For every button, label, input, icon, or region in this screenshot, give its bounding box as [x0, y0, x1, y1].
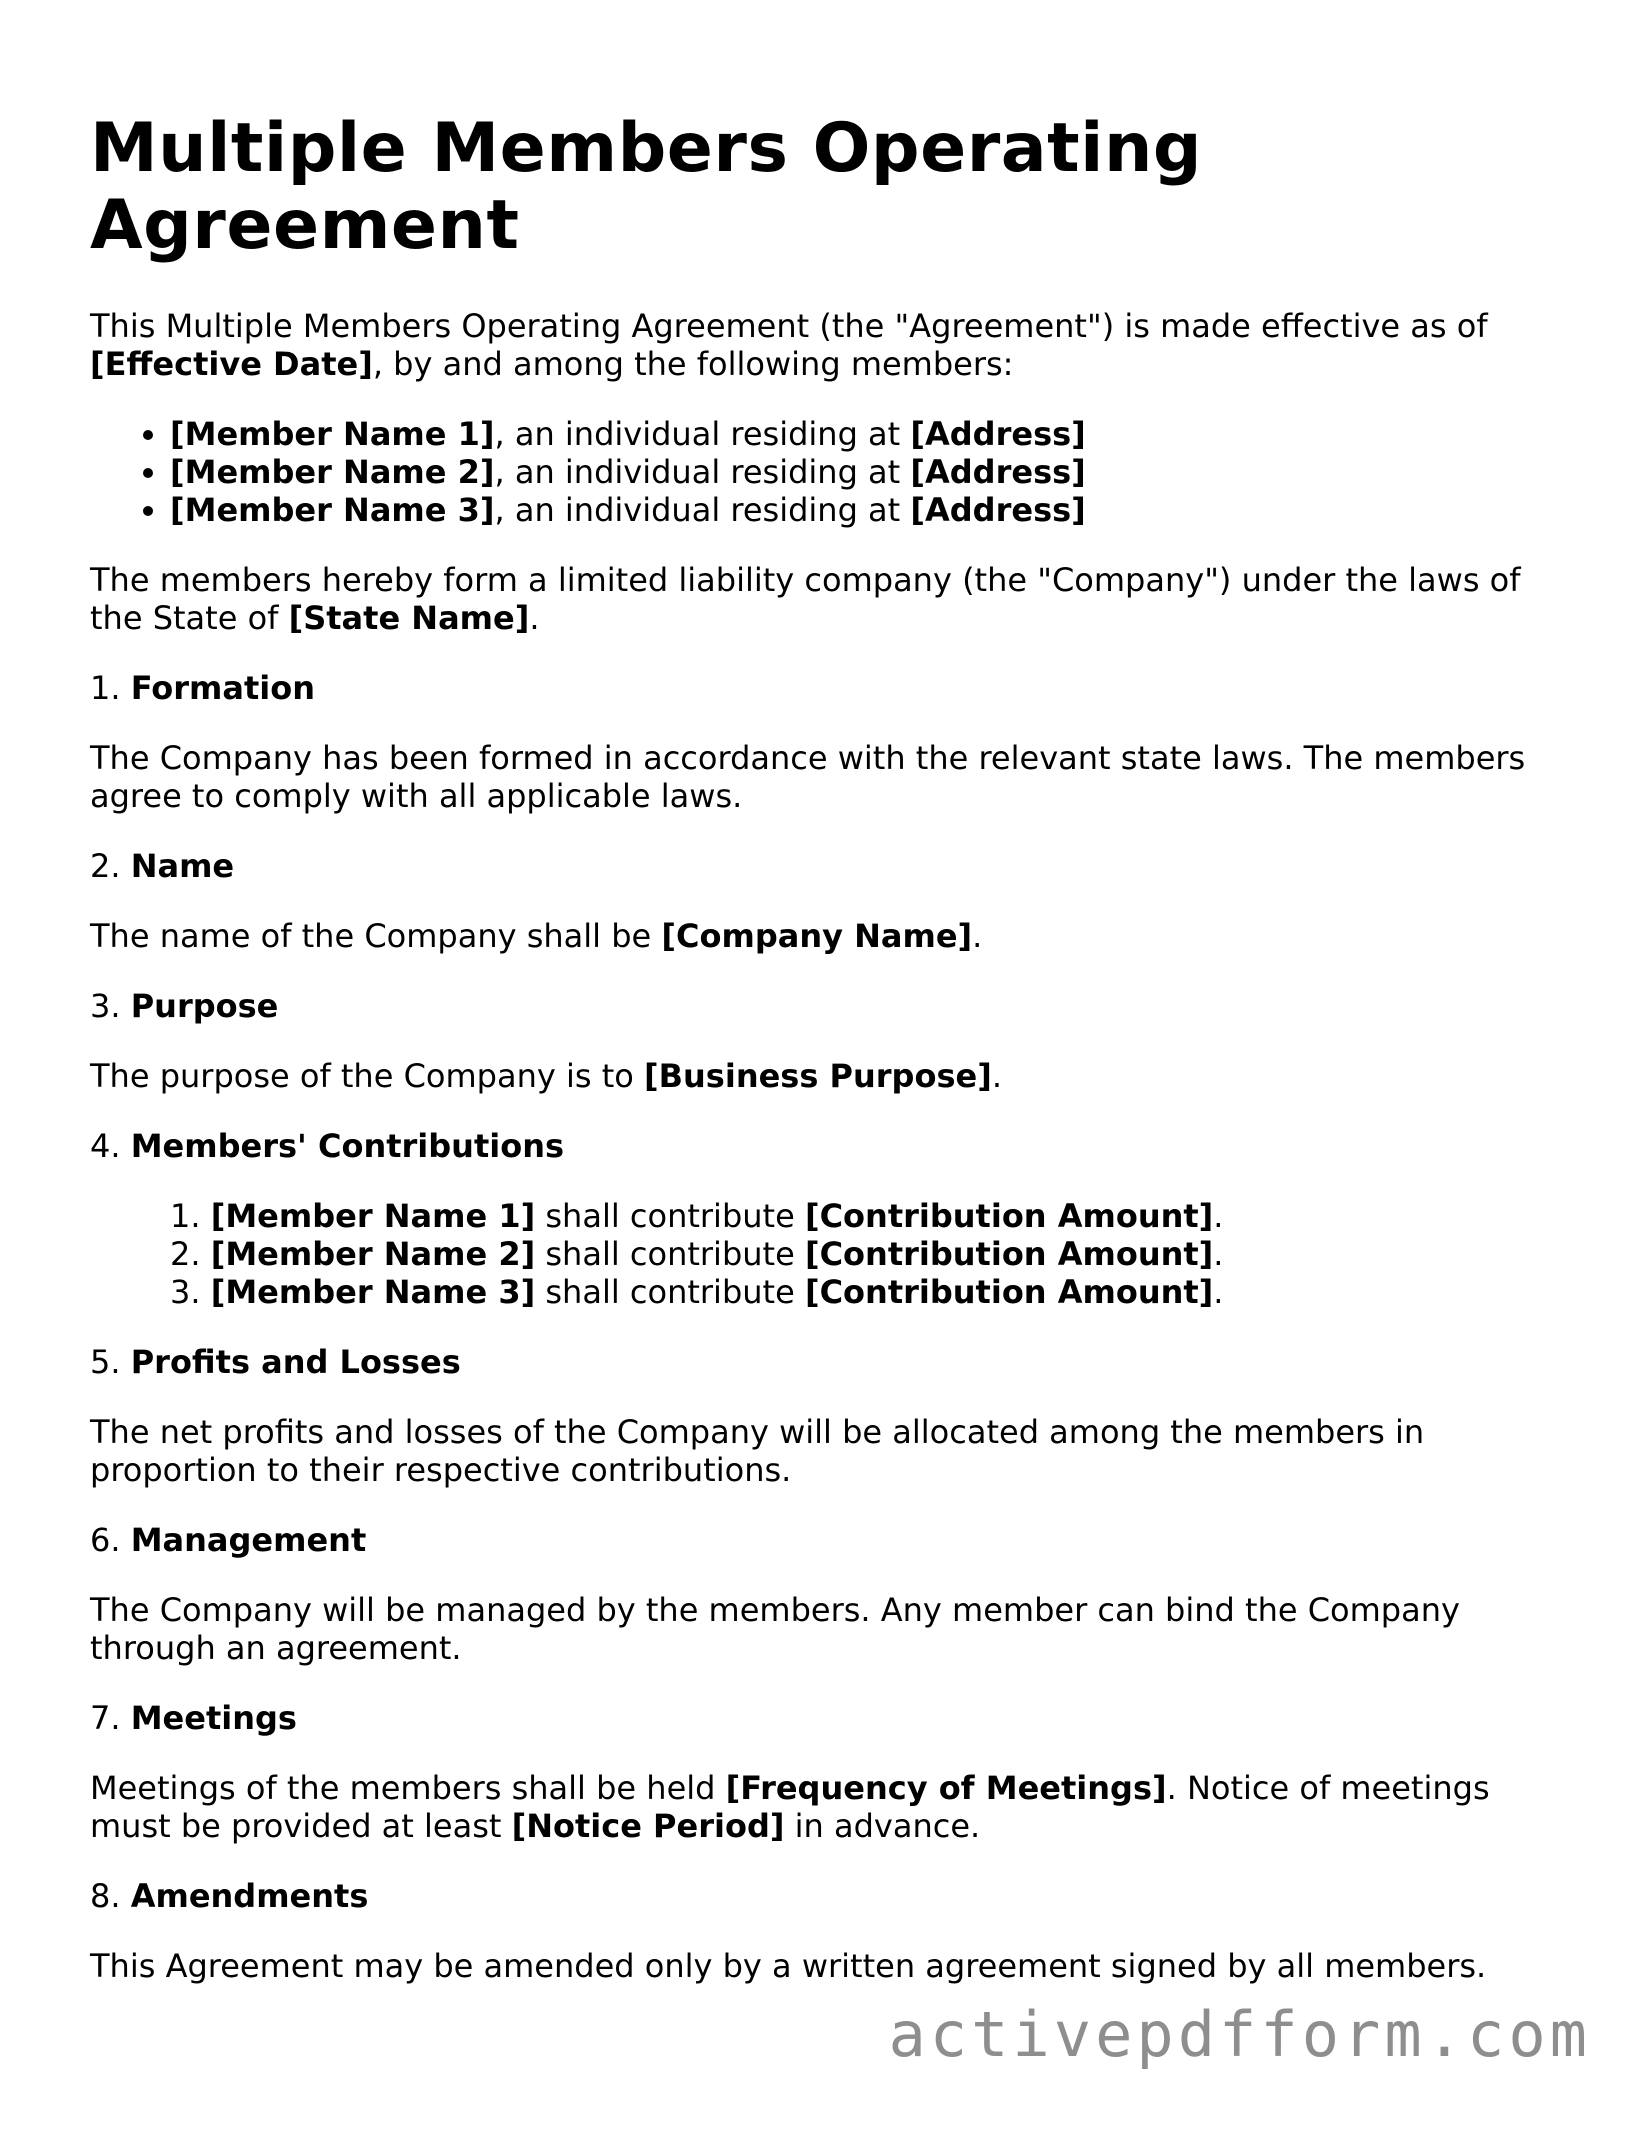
intro-text: This Multiple Members Operating Agreement (the "Agreement") is made effective as of [90, 307, 1488, 345]
section-heading-purpose [90, 987, 1550, 1025]
member-name-placeholder: [Member Name 2] [210, 1235, 536, 1273]
item-end: . [1213, 1273, 1224, 1311]
company-name-placeholder: [Company Name] [661, 917, 973, 955]
item-number: 3. [170, 1273, 201, 1311]
item-text: shall contribute [535, 1197, 805, 1235]
section-text-end: . [972, 917, 983, 955]
list-item [170, 1197, 1550, 1235]
section-heading-amendments [90, 1877, 1550, 1915]
members-list [90, 415, 1550, 529]
section-text: The purpose of the Company is to [90, 1057, 644, 1095]
section-heading-contributions [90, 1127, 1550, 1165]
list-item [170, 1235, 1550, 1273]
section-body-amendments: This Agreement may be amended only by a written agreement signed by all members. [90, 1947, 1487, 1985]
contribution-amount-placeholder: [Contribution Amount] [804, 1273, 1214, 1311]
item-text: shall contribute [535, 1235, 805, 1273]
item-number: 2. [170, 1235, 201, 1273]
member-name-placeholder: [Member Name 1] [210, 1197, 536, 1235]
section-number: 2. [90, 847, 121, 885]
list-item [170, 1273, 1550, 1311]
section-body-profits: The net profits and losses of the Company will be allocated among the members in proportion to their respective contributions. [90, 1413, 1425, 1489]
address-placeholder: [Address] [910, 491, 1086, 529]
member-name-placeholder: [Member Name 2] [170, 453, 495, 491]
page-title: Multiple Members Operating Agreement [90, 109, 1203, 265]
section-number: 1. [90, 669, 121, 707]
meeting-frequency-placeholder: [Frequency of Meetings] [725, 1769, 1167, 1807]
list-item [170, 491, 1550, 529]
formation-statement-text: The members hereby form a limited liability company (the "Company") under the laws of the State of [90, 561, 1521, 637]
state-name-placeholder: [State Name] [288, 599, 530, 637]
section-number: 7. [90, 1699, 121, 1737]
watermark: activepdfform.com [888, 1998, 1591, 2071]
notice-period-placeholder: [Notice Period] [511, 1807, 785, 1845]
section-title: Formation [130, 669, 315, 707]
address-placeholder: [Address] [910, 453, 1086, 491]
section-title: Amendments [130, 1877, 369, 1915]
section-body-management: The Company will be managed by the members. Any member can bind the Company through an agreement. [90, 1591, 1460, 1667]
member-text: , an individual residing at [494, 453, 911, 491]
section-body-meetings [90, 1769, 1550, 1845]
section-body-name [90, 917, 1550, 955]
section-number: 4. [90, 1127, 121, 1165]
section-text-end: in advance. [784, 1807, 981, 1845]
item-end: . [1213, 1197, 1224, 1235]
section-text: Meetings of the members shall be held [90, 1769, 726, 1807]
member-text: , an individual residing at [494, 491, 911, 529]
contributions-list [90, 1197, 1550, 1311]
item-number: 1. [170, 1197, 201, 1235]
section-body-purpose [90, 1057, 1550, 1095]
section-heading-management [90, 1521, 1550, 1559]
section-text-end: . [991, 1057, 1002, 1095]
section-title: Purpose [130, 987, 279, 1025]
formation-statement [90, 561, 1550, 637]
section-number: 8. [90, 1877, 121, 1915]
section-title: Members' Contributions [130, 1127, 565, 1165]
item-end: . [1213, 1235, 1224, 1273]
section-text: The name of the Company shall be [90, 917, 662, 955]
contribution-amount-placeholder: [Contribution Amount] [804, 1197, 1214, 1235]
intro-paragraph [90, 307, 1550, 383]
member-name-placeholder: [Member Name 3] [210, 1273, 536, 1311]
member-text: , an individual residing at [494, 415, 911, 453]
address-placeholder: [Address] [910, 415, 1086, 453]
member-name-placeholder: [Member Name 3] [170, 491, 495, 529]
section-title: Profits and Losses [130, 1343, 461, 1381]
intro-text-end: , by and among the following members: [372, 345, 1014, 383]
section-number: 5. [90, 1343, 121, 1381]
member-name-placeholder: [Member Name 1] [170, 415, 495, 453]
section-title: Management [130, 1521, 367, 1559]
list-item [170, 415, 1550, 453]
section-heading-profits [90, 1343, 1550, 1381]
section-number: 3. [90, 987, 121, 1025]
effective-date-placeholder: [Effective Date] [90, 345, 373, 383]
document-page [90, 110, 1550, 1985]
item-text: shall contribute [535, 1273, 805, 1311]
section-title: Meetings [130, 1699, 297, 1737]
section-heading-formation [90, 669, 1550, 707]
section-heading-meetings [90, 1699, 1550, 1737]
section-body-formation: The Company has been formed in accordance with the relevant state laws. The members agree to comply with all applicable laws. [90, 739, 1526, 815]
business-purpose-placeholder: [Business Purpose] [644, 1057, 992, 1095]
section-title: Name [130, 847, 235, 885]
section-heading-name [90, 847, 1550, 885]
list-item [170, 453, 1550, 491]
formation-statement-end: . [529, 599, 540, 637]
section-text-middle: . Notice of meetings must be provided at least [90, 1769, 1490, 1845]
contribution-amount-placeholder: [Contribution Amount] [804, 1235, 1214, 1273]
section-number: 6. [90, 1521, 121, 1559]
